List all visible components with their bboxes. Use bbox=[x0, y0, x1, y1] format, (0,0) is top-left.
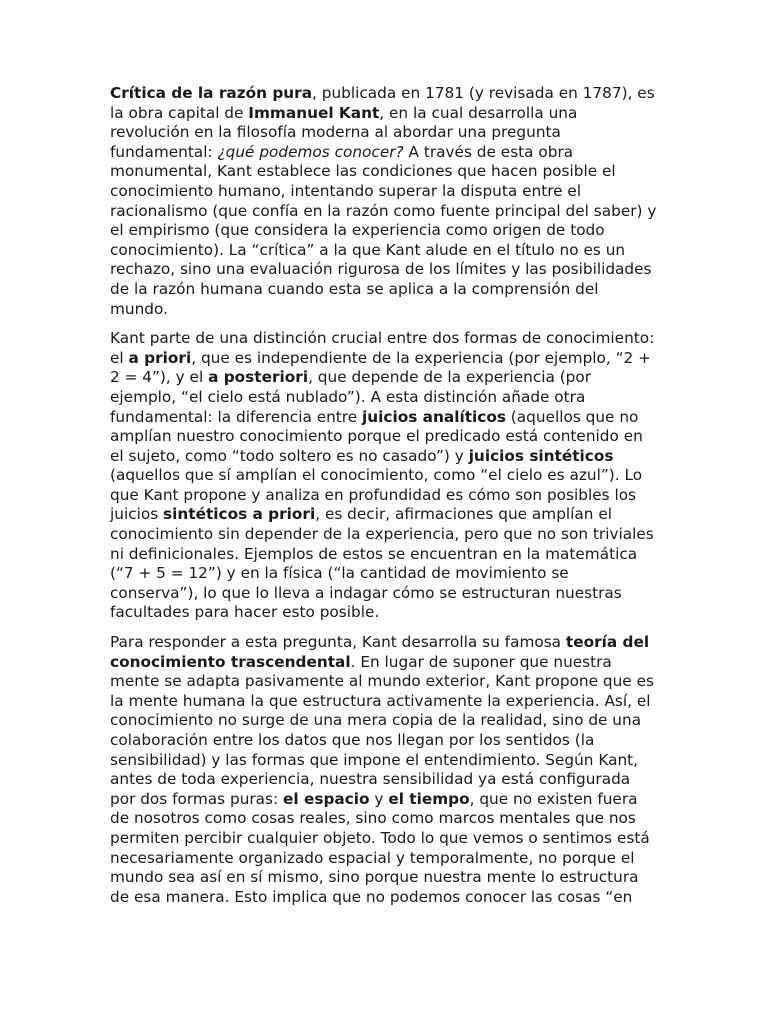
text-run: , que depende de la experiencia (por ejemplo, “el cielo está nublado”). A esta distinción añade otra fundamental: la diferencia entre bbox=[110, 368, 592, 426]
emphasis-bold: teoría del conocimiento trascendental bbox=[110, 633, 650, 671]
text-run: Para responder a esta pregunta, Kant desarrolla su famosa bbox=[110, 633, 566, 652]
paragraph-3 bbox=[110, 633, 660, 907]
text-run: y bbox=[369, 789, 389, 808]
text-run: (aquellos que no amplían nuestro conocimiento porque el predicado está contenido en el sujeto, como “todo soltero es no casado”) y bbox=[110, 407, 643, 465]
paragraph-2 bbox=[110, 329, 660, 623]
paragraph-1 bbox=[110, 84, 660, 319]
emphasis-bold: a posteriori bbox=[208, 368, 309, 387]
emphasis-bold: a priori bbox=[128, 348, 192, 367]
emphasis-bold: el tiempo bbox=[388, 789, 470, 808]
document-page bbox=[110, 84, 660, 917]
emphasis-bold: sintéticos a priori bbox=[163, 505, 316, 524]
text-run: A través de esta obra monumental, Kant establece las condiciones que hacen posible el conocimiento humano, intentando superar la disputa entre el racionalismo (que confía en la razón como fuente principal del saber) y el empirismo (que considera la experiencia como origen de todo conocimiento). La “crítica” a la que Kant alude en el título no es un rechazo, sino una evaluación rigurosa de los límites y las posibilidades de la razón humana cuando esta se aplica a la comprensión del mundo. bbox=[110, 142, 657, 318]
text-run: . En lugar de suponer que nuestra mente se adapta pasivamente al mundo exterior, Kant propone que es la mente humana la que estructura activamente la experiencia. Así, el conocimiento no surge de una mera copia de la realidad, sino de una colaboración entre los datos que nos llegan por los sentidos (la sensibilidad) y las formas que impone el entendimiento. Según Kant, antes de toda experiencia, nuestra sensibilidad ya está configurada por dos formas puras: bbox=[110, 652, 654, 808]
emphasis-bold: Immanuel Kant bbox=[248, 103, 380, 122]
emphasis-bold: juicios sintéticos bbox=[468, 446, 614, 465]
emphasis-bold: Crítica de la razón pura bbox=[110, 84, 313, 102]
emphasis-bold: el espacio bbox=[283, 789, 370, 808]
text-run: , que es independiente de la experiencia (por ejemplo, “2 + 2 = 4”), y el bbox=[110, 348, 651, 387]
text-run: , publicada en 1781 (y revisada en 1787), es la obra capital de bbox=[110, 84, 655, 122]
emphasis-bold: juicios analíticos bbox=[362, 407, 506, 426]
text-run: (aquellos que sí amplían el conocimiento, como “el cielo es azul”). Lo que Kant propone y analiza en profundidad es cómo son posibles los juicios bbox=[110, 466, 643, 524]
text-run: , en la cual desarrolla una revolución en la filosofía moderna al abordar una pregunta fundamental: bbox=[110, 103, 578, 161]
text-run: Kant parte de una distinción crucial entre dos formas de conocimiento: el bbox=[110, 329, 655, 367]
text-run: , que no existen fuera de nosotros como cosas reales, sino como marcos mentales que nos permiten percibir cualquier objeto. Todo lo que vemos o sentimos está necesariamente organizado espacial y temporalmente, no porque el mundo sea así en sí mismo, sino porque nuestra mente lo estructura de esa manera. Esto implica que no podemos conocer las cosas “en bbox=[110, 789, 650, 906]
emphasis-italic: ¿qué podemos conocer? bbox=[217, 142, 404, 161]
text-run: , es decir, afirmaciones que amplían el conocimiento sin depender de la experiencia, pero que no son triviales ni definicionales. Ejemplos de estos se encuentran en la matemática (“7 + 5 = 12”) y en la física (“la cantidad de movimiento se conserva”), lo que lo lleva a indagar cómo se estructuran nuestras facultades para hacer esto posible. bbox=[110, 505, 654, 622]
